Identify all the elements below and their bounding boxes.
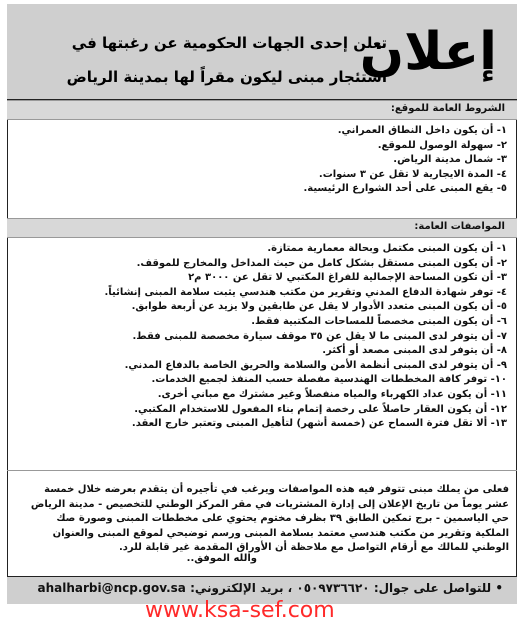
specs-list	[104, 242, 507, 432]
list-item: ١- أن يكون المبنى مكتمل وبحالة معمارية ممتازة.	[267, 243, 507, 254]
list-item: ٩- أن يتوفر لدى المبنى أنظمة الأمن والسلامة والحريق الخاصة بالدفاع المدني.	[124, 359, 507, 371]
list-item: ٤- توفر شهادة الدفاع المدني وتقرير من مكتب هندسي يثبت سلامة المبنى إنشائياً.	[104, 286, 507, 298]
list-item: ٢- أن يكون المبنى مستقل بشكل كامل من حيث المداخل والمخارج للموقف.	[136, 257, 507, 269]
list-item: ٧- أن يتوفر لدى المبنى ما لا يقل عن ٣٥ موقف سيارة مخصصة للمبنى فقط.	[132, 330, 507, 342]
list-item: ٥- أن يكون المبنى متعدد الأدوار لا يقل عن طابقين ولا يزيد عن أربعة طوابق.	[131, 301, 507, 313]
submission-paragraph: فعلى من يملك مبنى تتوفر فيه هذه المواصفات ويرغب في تأجيره أن يتقدم بعرضه خلال خمسة عشر يوماً من تاريخ الإعلان إلى إدارة المشتريات في مقر المركز الوطني للتخصيص - مدينة الرياض حي الياسمين - برج تمكين الطابق ٣٩ بظرف مختوم يحتوي على مخططات المبنى وصورة صك الملكية وتقرير من مكتب هندسي معتمد بسلامة المبنى ورسم توضيحي لموقع المبنى والعنوان الوطني للمالك مع أرقام التواصل مع ملاحظة أن الأوراق المقدمة غير قابلة للرد.	[30, 484, 509, 553]
list-item: ٣- أن تكون المساحة الإجمالية للفراغ المكتبي لا تقل عن ٣٠٠٠ م٢	[188, 272, 507, 284]
list-item: ١١- أن يكون عداد الكهرباء والمياه منفصلاً وغير مشترك مع مباني أخرى.	[157, 388, 507, 400]
ad-intro: تعلن إحدى الجهات الحكومية عن رغبتها في استئجار مبنى ليكون مقراً لها بمدينة الرياض	[66, 34, 387, 86]
list-item: ١٢- أن يكون العقار حاصلاً على رخصة إتمام بناء المفعول للاستخدام المكتبي.	[134, 403, 507, 415]
site-watermark: www.ksa-sef.com	[145, 598, 335, 623]
specs-section-bar	[7, 218, 517, 238]
list-item: ١٠- توفر كافة المخططات الهندسية مفصلة حسب المنفذ لجميع الخدمات.	[151, 374, 507, 386]
specs-section-title: المواصفات العامة:	[414, 221, 505, 232]
section-divider	[7, 470, 517, 471]
phone-label: • للتواصل على جوال:	[373, 581, 503, 595]
general-section-title: الشروط العامة للموقع:	[390, 103, 505, 114]
list-item: ٦- أن يكون المبنى مخصصاً للمساحات المكتبية فقط.	[251, 315, 507, 327]
list-item: ٢- سهولة الوصول للموقع.	[377, 139, 507, 151]
phone-number[interactable]: ٠٥٠٩٧٣٦٦٢٠	[296, 581, 370, 595]
contact-line	[37, 581, 503, 595]
ad-header	[7, 4, 517, 100]
general-list	[303, 124, 507, 197]
list-item: ٣- شمال مدينة الرياض.	[393, 154, 507, 166]
list-item: ٨- أن يتوفر لدى المبنى مصعد أو أكثر.	[322, 345, 507, 357]
general-section-bar	[7, 100, 517, 120]
list-item: ١٣- ألا تقل فترة السماح عن (خمسة أشهر) لتأهيل المبنى وتعتبر خارج العقد.	[131, 418, 507, 430]
email-link[interactable]: ahalharbi@ncp.gov.sa	[37, 581, 186, 595]
list-item: ١- أن يكون داخل النطاق العمراني.	[337, 125, 507, 136]
ad-title: إعلان	[359, 22, 497, 82]
email-label: ، بريد الإلكتروني:	[190, 581, 293, 595]
list-item: ٤- المدة الايجارية لا تقل عن ٣ سنوات.	[318, 168, 507, 180]
list-item: ٥- يقع المبنى على أحد الشوارع الرئيسية.	[303, 183, 507, 195]
closing-line: والله الموفق..	[186, 553, 257, 564]
